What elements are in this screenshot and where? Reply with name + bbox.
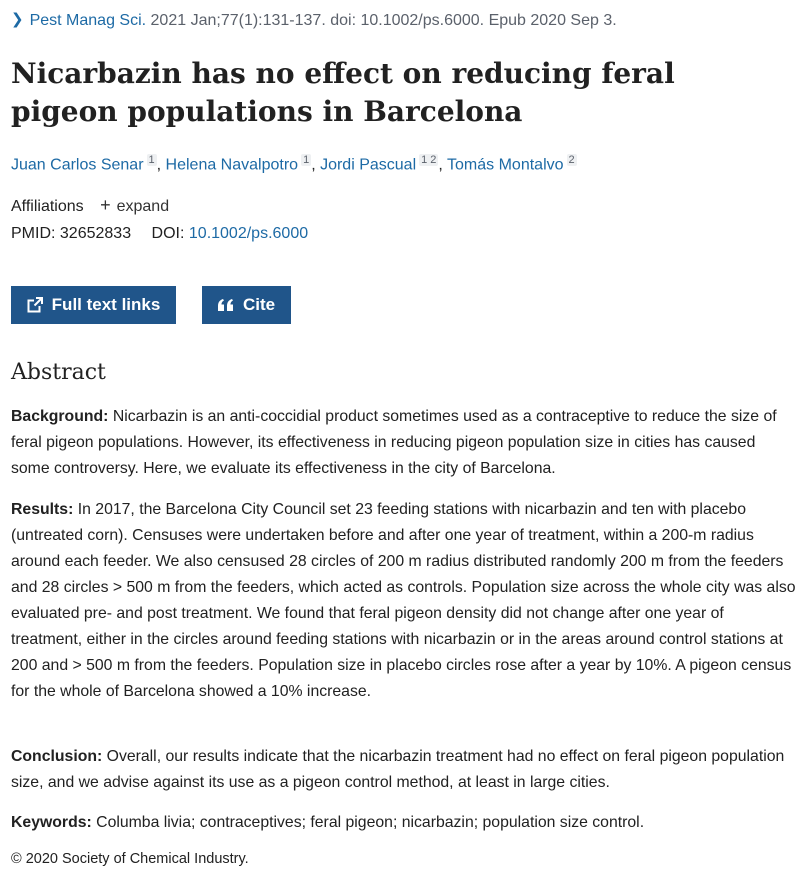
keywords-label: Keywords: [11, 814, 92, 831]
copyright-notice: © 2020 Society of Chemical Industry. [11, 851, 249, 867]
conclusion-text: Overall, our results indicate that the nicarbazin treatment had no effect on feral pigeon population size, and we advise against its use as a pigeon control method, at least in large cities. [11, 748, 785, 791]
citation-details: 2021 Jan;77(1):131-137. doi: 10.1002/ps.6000. Epub 2020 Sep 3. [150, 12, 617, 29]
article-title: Nicarbazin has no effect on reducing feral pigeon populations in Barcelona [11, 57, 675, 128]
cite-label: Cite [242, 295, 276, 314]
background-label: Background: [11, 408, 109, 425]
affiliations-label: Affiliations [11, 198, 84, 215]
author-list: Juan Carlos Senar $^1$ , Helena Navalpotro $^1$ , Jordi Pascual $^{1 2}$ , Tomás Montalvo $^2$ [11, 154, 575, 174]
affiliation-ref[interactable]: 2 [568, 154, 575, 166]
chevron-right-icon: ❯ [11, 11, 24, 28]
background-text: Nicarbazin is an anti-coccidial product sometimes used as a contraceptive to reduce the size of feral pigeon populations. However, its effectiveness in reducing pigeon population size in cities has caused some controversy. Here, we evaluate its effectiveness in the city of Barcelona. [11, 408, 777, 477]
pmid-label: PMID: [11, 225, 56, 242]
affiliation-ref[interactable]: 1 2 [421, 154, 437, 166]
author-link[interactable]: Tomás Montalvo [447, 156, 564, 174]
affiliation-ref[interactable]: 1 [148, 154, 155, 166]
doi-label: DOI: [151, 225, 185, 242]
pmid-value: 32652833 [59, 225, 132, 242]
journal-link[interactable]: Pest Manag Sci. [29, 12, 147, 29]
author-link[interactable]: Helena Navalpotro [165, 156, 299, 174]
conclusion-label: Conclusion: [11, 748, 103, 765]
author-link[interactable]: Juan Carlos Senar [11, 156, 144, 174]
affiliations-expand-toggle[interactable] [100, 195, 170, 215]
quote-icon [218, 299, 234, 311]
abstract-conclusion [11, 744, 796, 796]
expand-label: expand [116, 198, 170, 215]
keywords-text: Columba livia; contraceptives; feral pigeon; nicarbazin; population size control. [96, 814, 645, 831]
abstract-keywords [11, 810, 796, 836]
affiliations-row [11, 195, 169, 216]
plus-icon: + [100, 195, 111, 215]
external-link-icon [27, 297, 43, 313]
doi-link[interactable]: 10.1002/ps.6000 [188, 225, 309, 242]
results-label: Results: [11, 501, 74, 518]
abstract-results [11, 497, 796, 705]
cite-button[interactable] [202, 286, 291, 324]
abstract-heading: Abstract [11, 360, 106, 385]
results-text: In 2017, the Barcelona City Council set 23 feeding stations with nicarbazin and ten with placebo (untreated corn). Censuses were undertaken before and after one year of treatment, within a 200-m radius around each feeder. We also censused 28 circles of 200 m radius distributed randomly 200 m from the feeders and 28 circles > 500 m from the feeders, which acted as controls. Population size across the whole city was also evaluated pre- and post treatment. We found that feral pigeon density did not change after one year of treatment, either in the circles around feeding stations with nicarbazin or in the areas around control stations at 200 and > 500 m from the feeders. Population size in placebo circles rose after a year by 10%. A pigeon census for the whole of Barcelona showed a 10% increase. [11, 501, 796, 700]
full-text-links-label: Full text links [51, 295, 161, 314]
author-link[interactable]: Jordi Pascual [320, 156, 417, 174]
citation-line [11, 11, 617, 30]
abstract-background [11, 404, 796, 482]
affiliation-ref[interactable]: 1 [303, 154, 310, 166]
full-text-links-button[interactable] [11, 286, 176, 324]
identifiers-row [11, 225, 308, 243]
